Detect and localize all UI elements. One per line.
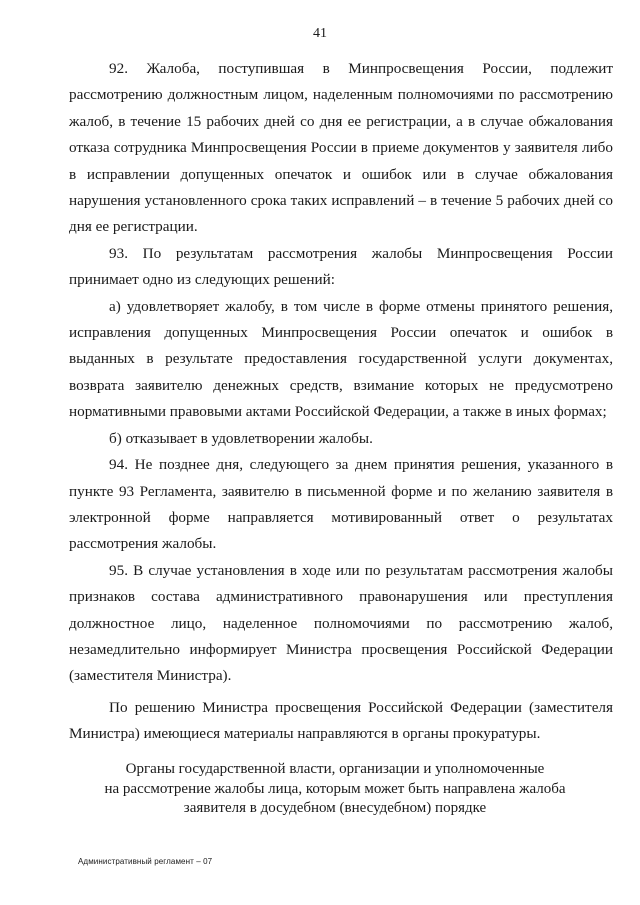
paragraph-93: 93. По результатам рассмотрения жалобы Минпросвещения России принимает одно из следующих решений: [69,244,613,289]
paragraph-prosecution: По решению Министра просвещения Российской Федерации (заместителя Министра) имеющиеся материалы направляются в органы прокуратуры. [69,698,613,743]
paragraph-93-b: б) отказывает в удовлетворении жалобы. [109,429,373,447]
paragraph-93-a: а) удовлетворяет жалобу, в том числе в форме отмены принятого решения, исправления допущенных Минпросвещения России опечаток и ошибок в выданных в результате предоставления государственной услуги документах, возврата заявителю денежных средств, взимание которых не предусмотрено нормативными правовыми актами Российской Федерации, а также в иных формах; [69,297,613,421]
footer-label: Административный регламент – 07 [78,857,213,866]
paragraph-94: 94. Не позднее дня, следующего за днем принятия решения, указанного в пункте 93 Регламента, заявителю в письменной форме и по желанию заявителя в электронной форме направляется мотивированный ответ о результатах рассмотрения жалобы. [69,456,613,553]
paragraph-92: 92. Жалоба, поступившая в Минпросвещения России, подлежит рассмотрению должностным лицом, наделенным полномочиями по рассмотрению жалоб, в течение 15 рабочих дней со дня ее регистрации, а в случае обжалования отказа сотрудника Минпросвещения России в приеме документов у заявителя либо в исправлении допущенных опечаток и ошибок или в случае обжалования нарушения установленного срока таких исправлений – в течение 5 рабочих дней со дня ее регистрации. [69,60,613,236]
paragraph-95: 95. В случае установления в ходе или по результатам рассмотрения жалобы признаков состава административного правонарушения или преступления должностное лицо, наделенное полномочиями по рассмотрению жалоб, незамедлительно информирует Министра просвещения Российской Федерации (заместителя Министра). [69,561,613,685]
section-heading-line: на рассмотрение жалобы лица, которым может быть направлена жалоба [104,780,566,797]
page-number: 41 [313,26,327,41]
section-heading-line: заявителя в досудебном (внесудебном) порядке [183,800,487,816]
section-heading [100,760,570,819]
section-heading-line: Органы государственной власти, организации и уполномоченные [125,761,545,777]
body-text [69,56,613,748]
